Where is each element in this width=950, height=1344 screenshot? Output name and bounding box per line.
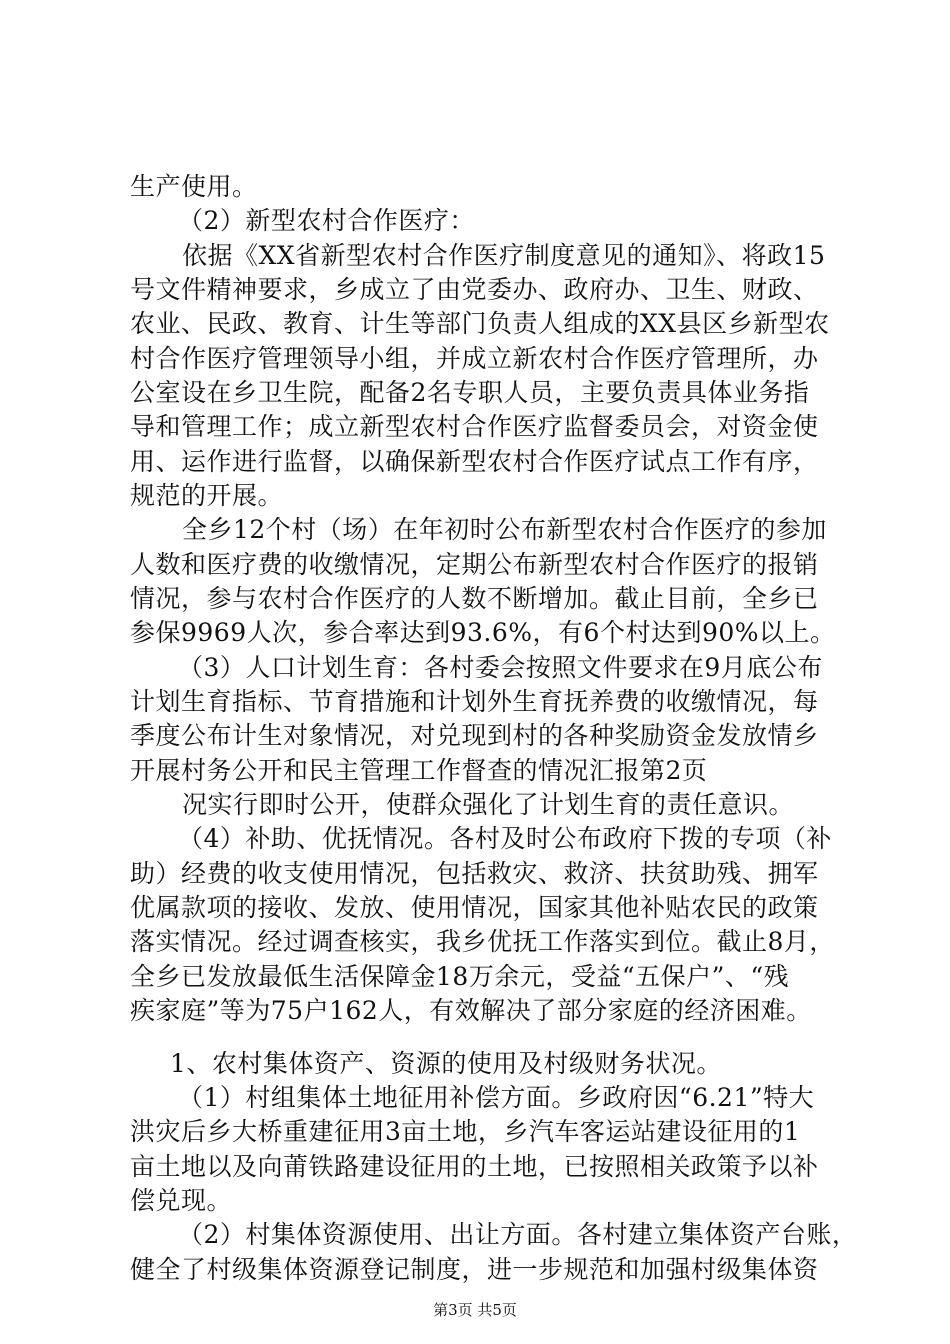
text-line: （4）补助、优抚情况。各村及时公布政府下拨的专项（补: [178, 824, 832, 853]
text-line: 农业、民政、教育、计生等部门负责人组成的XX县区乡新型农: [130, 309, 830, 338]
text-line: 公室设在乡卫生院，配备2名专职人员，主要负责具体业务指: [130, 378, 810, 407]
text-line: 规范的开展。: [130, 481, 284, 510]
text-line: （2）村集体资源使用、出让方面。各村建立集体资产台账，: [178, 1220, 858, 1249]
text-line: 用、运作进行监督，以确保新型农村合作医疗试点工作有序，: [130, 447, 819, 476]
text-line: 计划生育指标、节育措施和计划外生育抚养费的收缴情况，每: [130, 687, 819, 716]
text-line: 况实行即时公开，使群众强化了计划生育的责任意识。: [182, 790, 795, 819]
text-line: 偿兑现。: [130, 1186, 233, 1215]
section-heading: 1、农村集体资产、资源的使用及村级财务状况。: [170, 1049, 722, 1078]
text-line: 季度公布计生对象情况，对兑现到村的各种奖励资金发放情乡: [130, 721, 819, 750]
page-footer: 第3页 共5页: [433, 1301, 517, 1319]
text-line: 参保9969人次，参合率达到93.6%，有6个村达到90%以上。: [130, 618, 836, 647]
text-line: 落实情况。经过调查核实，我乡优抚工作落实到位。截止8月，: [130, 927, 835, 956]
text-line: 情况，参与农村合作医疗的人数不断增加。截止目前，全乡已: [130, 584, 819, 613]
text-line: （3）人口计划生育：各村委会按照文件要求在9月底公布: [178, 653, 823, 682]
text-line: 生产使用。: [130, 172, 258, 201]
text-line: 洪灾后乡大桥重建征用3亩土地，乡汽车客运站建设征用的1: [130, 1117, 801, 1146]
text-line: 助）经费的收支使用情况，包括救灾、救济、扶贫助残、拥军: [130, 859, 819, 888]
text-line: 全乡12个村（场）在年初时公布新型农村合作医疗的参加: [182, 515, 827, 544]
text-line: 人数和医疗费的收缴情况，定期公布新型农村合作医疗的报销: [130, 550, 819, 579]
text-line: 亩土地以及向莆铁路建设征用的土地，已按照相关政策予以补: [130, 1152, 819, 1181]
text-line: 优属款项的接收、发放、使用情况，国家其他补贴农民的政策: [130, 893, 819, 922]
text-line: 导和管理工作；成立新型农村合作医疗监督委员会，对资金使: [130, 412, 819, 441]
text-line: 村合作医疗管理领导小组，并成立新农村合作医疗管理所，办: [130, 344, 819, 373]
text-line: 依据《XX省新型农村合作医疗制度意见的通知》、将政15: [182, 241, 826, 270]
text-line: （2）新型农村合作医疗：: [178, 206, 475, 235]
text-line: 全乡已发放最低生活保障金18万余元，受益“五保户”、“残: [130, 962, 790, 991]
text-line: 疾家庭”等为75户162人，有效解决了部分家庭的经济困难。: [130, 996, 812, 1025]
text-line: 开展村务公开和民主管理工作督查的情况汇报第2页: [130, 756, 708, 785]
text-line: 号文件精神要求，乡成立了由党委办、政府办、卫生、财政、: [130, 275, 819, 304]
text-line: 健全了村级集体资源登记制度，进一步规范和加强村级集体资: [130, 1255, 819, 1284]
text-line: （1）村组集体土地征用补偿方面。乡政府因“6.21”特大: [178, 1083, 815, 1112]
